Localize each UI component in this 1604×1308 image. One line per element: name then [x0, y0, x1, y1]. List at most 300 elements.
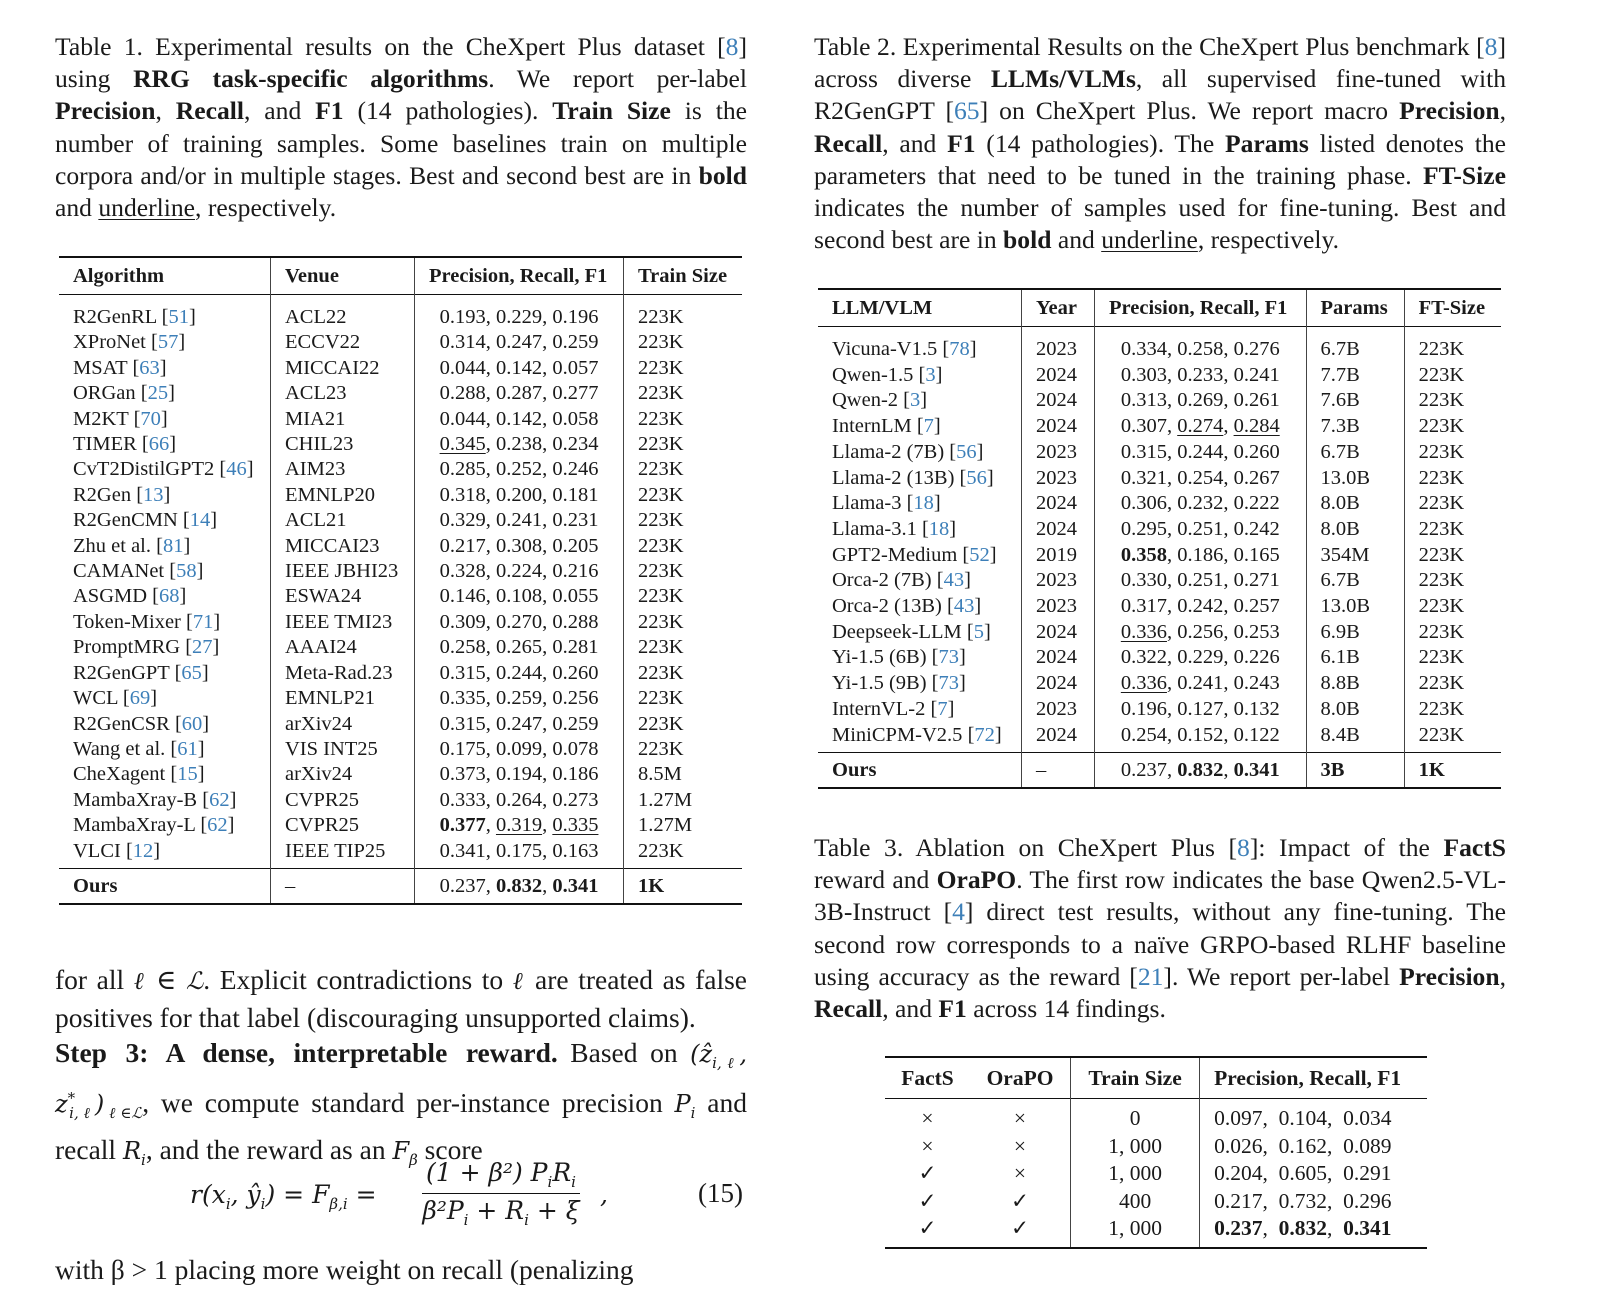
cell-metrics: 0.044, 0.142, 0.058: [415, 407, 624, 432]
table3-body: [885, 1099, 1427, 1248]
caption-bold: Recall: [814, 994, 883, 1024]
citation-link[interactable]: 8: [1237, 833, 1250, 862]
recall-value: 0.269: [1177, 389, 1224, 412]
citation-link[interactable]: 71: [192, 610, 214, 633]
recall-value: 0.200: [495, 483, 543, 506]
citation-link[interactable]: 73: [938, 672, 959, 695]
precision-value: 0.358: [1120, 543, 1167, 566]
check-icon: ✓: [918, 1216, 937, 1241]
cell-train-size: 400: [1071, 1188, 1200, 1216]
citation-link[interactable]: 18: [928, 517, 950, 540]
cell-algorithm: M2KT [70]: [59, 407, 271, 432]
cell-venue: arXiv24: [271, 762, 415, 787]
cell-metrics: 0.285, 0.252, 0.246: [415, 457, 624, 482]
recall-value: 0.247: [495, 712, 543, 735]
cell-algorithm: Token-Mixer [71]: [59, 610, 271, 635]
citation-link[interactable]: 52: [969, 543, 990, 566]
citation-link[interactable]: 51: [168, 306, 189, 328]
algorithm-name: XProNet: [73, 331, 146, 354]
citation-link[interactable]: 61: [177, 737, 198, 760]
cell-venue: ACL21: [271, 508, 415, 533]
citation-link[interactable]: 18: [913, 492, 934, 515]
cell-metrics: 0.330, 0.251, 0.271: [1095, 568, 1307, 594]
table-row: [885, 1099, 1427, 1133]
cell-algorithm: R2GenCMN [14]: [59, 508, 271, 533]
cell-venue: EMNLP21: [271, 686, 415, 711]
recall-value: 0.270: [495, 610, 543, 633]
cell-algorithm: ASGMD [68]: [59, 584, 271, 609]
cell-ft-size: 223K: [1418, 492, 1465, 515]
table2-caption: [814, 31, 1506, 256]
recall-value: 0.142: [495, 407, 543, 430]
cell-year: 2024: [1022, 645, 1095, 671]
algorithm-name: R2GenRL: [73, 306, 157, 328]
citation-link[interactable]: 27: [192, 636, 213, 659]
cell-params: [1306, 753, 1404, 789]
recall-value: 0.233: [1177, 363, 1224, 386]
cell-model: Llama-3.1 [18]: [818, 517, 1022, 543]
citation-link[interactable]: 15: [177, 763, 198, 786]
citation-link[interactable]: 72: [974, 723, 995, 746]
precision-value: 0.336: [1120, 672, 1167, 695]
recall-value: 0.127: [1177, 697, 1224, 720]
precision-value: 0.330: [1120, 569, 1167, 592]
precision-value: 0.217: [1214, 1188, 1263, 1213]
f1-value: 0.163: [552, 839, 599, 862]
table-row: [59, 712, 742, 737]
cell-model: Yi-1.5 (6B) [73]: [818, 645, 1022, 671]
precision-value: 0.315: [1120, 440, 1167, 463]
cell-ft-size: 223K: [1418, 415, 1465, 438]
citation-link[interactable]: 12: [132, 839, 154, 862]
cell-model: [818, 753, 1022, 789]
citation-link[interactable]: 66: [148, 433, 170, 456]
body-text: Based on: [557, 1037, 691, 1068]
f1-value: 0.259: [552, 712, 599, 735]
header-year: Year: [1022, 289, 1095, 327]
recall-value: 0.244: [1177, 440, 1224, 463]
cell-ft-size: 223K: [1418, 569, 1465, 592]
fraction-denominator: $\beta^2P_i + R_i + \xi$: [422, 1196, 580, 1229]
cell-ft-size: 223K: [1418, 389, 1465, 412]
citation-link[interactable]: 8: [725, 32, 739, 61]
table-row: [818, 645, 1501, 671]
caption-underline: underline: [1101, 225, 1198, 255]
table2-ours: [818, 753, 1501, 789]
table3-caption: [814, 832, 1506, 1025]
cell-metrics: 0.321, 0.254, 0.267: [1095, 466, 1307, 492]
cell-algorithm: R2Gen [13]: [59, 483, 271, 508]
citation-link[interactable]: 81: [162, 534, 184, 557]
algorithm-name: Zhu et al.: [73, 534, 151, 557]
cell-year: 2023: [1022, 440, 1095, 466]
cell-train-size: 223K: [638, 458, 684, 481]
table-row: [885, 1215, 1427, 1248]
cell-params: 8.0B: [1306, 697, 1404, 723]
recall-value: 0.108: [495, 585, 543, 608]
recall-value: 0.319: [495, 814, 543, 837]
cell-venue: arXiv24: [271, 712, 415, 737]
caption-text: reward and: [814, 865, 937, 895]
recall-value: 0.175: [495, 839, 543, 862]
ours-label: Ours: [73, 874, 118, 897]
citation-link[interactable]: 46: [226, 458, 247, 481]
model-name: Vicuna-V1.5: [832, 338, 938, 360]
cell-metrics: 0.237, 0.832, 0.341: [1214, 1216, 1392, 1241]
cell-metrics: 0.307, 0.274, 0.284: [1095, 414, 1307, 440]
cell-venue: ACL22: [271, 295, 415, 331]
f1-value: 0.231: [552, 509, 599, 532]
caption-bold: Train Size: [552, 96, 671, 126]
cell-params: 6.7B: [1306, 327, 1404, 363]
precision-value: 0.315: [439, 712, 486, 735]
cell-year: 2024: [1022, 671, 1095, 697]
model-name: Yi-1.5 (6B): [832, 646, 927, 669]
equation-15: [190, 1158, 750, 1238]
precision-value: 0.329: [439, 509, 486, 532]
recall-value: 0.251: [1177, 569, 1224, 592]
cell-metrics: 0.377, 0.319, 0.335: [415, 813, 624, 838]
recall-value: 0.265: [495, 636, 543, 659]
caption-text: listed denotes the parameters that need to be tuned in the training phase.: [814, 128, 1506, 190]
caption-text: Ablation on CheXpert Plus [: [903, 833, 1238, 862]
cell-model: Orca-2 (7B) [43]: [818, 568, 1022, 594]
f1-value: 0.260: [552, 661, 599, 684]
f1-value: 0.261: [1233, 389, 1280, 412]
cell-algorithm: XProNet [57]: [59, 330, 271, 355]
table-row: [818, 671, 1501, 697]
f1-value: 0.260: [1233, 440, 1280, 463]
precision-value: 0.334: [1120, 338, 1167, 360]
caption-bold: Precision: [1399, 96, 1500, 126]
header-precision-recall-f1: Precision, Recall, F1: [415, 257, 624, 295]
cell-metrics: 0.217, 0.308, 0.205: [415, 534, 624, 559]
cell-ft-size: 223K: [1418, 517, 1465, 540]
body-text: with β > 1 placing more weight on recall (penalizing: [55, 1254, 634, 1285]
table-row: [59, 407, 742, 432]
cell-metrics: 0.334, 0.258, 0.276: [1095, 327, 1307, 363]
table-row: [818, 568, 1501, 594]
cell-ft-size: 223K: [1418, 646, 1465, 669]
cell-train-size: 223K: [638, 610, 684, 633]
recall-value: 0.274: [1177, 415, 1224, 438]
citation-link[interactable]: 70: [140, 407, 161, 430]
citation-link[interactable]: 68: [159, 585, 180, 608]
cell-metrics: 0.306, 0.232, 0.222: [1095, 491, 1307, 517]
precision-value: 0.317: [1120, 595, 1167, 618]
citation-link[interactable]: 43: [943, 569, 965, 592]
table-row: [59, 381, 742, 406]
caption-text: ] across diverse: [814, 32, 1506, 94]
citation-link[interactable]: 56: [956, 440, 977, 463]
algorithm-name: R2Gen: [73, 483, 132, 506]
cell-year: 2024: [1022, 620, 1095, 646]
cell-params: 6.9B: [1306, 620, 1404, 646]
f1-value: 0.259: [552, 331, 599, 354]
recall-value: 0.099: [495, 737, 543, 760]
recall-value: 0.259: [495, 687, 543, 710]
cell-algorithm: CAMANet [58]: [59, 559, 271, 584]
citation-link[interactable]: 60: [181, 712, 203, 735]
cell-metrics: 0.217, 0.732, 0.296: [1214, 1188, 1392, 1213]
citation-link[interactable]: 3: [910, 389, 921, 412]
cell-year: 2024: [1022, 517, 1095, 543]
caption-bold: FactS: [1443, 833, 1506, 862]
caption-bold: bold: [1003, 225, 1052, 255]
recall-value: 0.264: [495, 788, 543, 811]
cell-algorithm: ORGan [25]: [59, 381, 271, 406]
cell-ft-size: 223K: [1418, 595, 1465, 618]
cell-params: 6.1B: [1306, 645, 1404, 671]
table-row: [59, 356, 742, 381]
table-row: [59, 457, 742, 482]
cell-venue: VIS INT25: [271, 737, 415, 762]
precision-value: 0.295: [1120, 517, 1167, 540]
cell-train-size: 1.27M: [638, 814, 693, 837]
algorithm-name: MambaXray-L: [73, 814, 196, 837]
caption-bold: RRG task-specific algorithms: [133, 64, 489, 94]
precision-value: 0.303: [1120, 363, 1167, 386]
algorithm-name: TIMER: [73, 433, 137, 456]
table-row-ours: [818, 753, 1501, 789]
citation-link[interactable]: 69: [129, 687, 151, 710]
header-precision-recall-f1: Precision, Recall, F1: [1095, 289, 1307, 327]
recall-value: 0.832: [1278, 1216, 1327, 1241]
cell-metrics: 0.373, 0.194, 0.186: [415, 762, 624, 787]
citation-link[interactable]: 73: [938, 646, 959, 669]
cell-params: 8.0B: [1306, 491, 1404, 517]
f1-value: 0.132: [1233, 697, 1280, 720]
table-row: [885, 1188, 1427, 1216]
cell-ft-size: 223K: [1418, 543, 1465, 566]
cell-metrics: 0.044, 0.142, 0.057: [415, 356, 624, 381]
cell-train-size: 1.27M: [638, 788, 693, 811]
caption-text: across 14 findings.: [966, 994, 1166, 1024]
cell-algorithm: CvT2DistilGPT2 [46]: [59, 457, 271, 482]
cell-train-size: 223K: [638, 661, 684, 684]
algorithm-name: R2GenGPT: [73, 661, 170, 684]
f1-value: 0.216: [552, 560, 599, 583]
citation-link[interactable]: 7: [937, 697, 948, 720]
f1-value: 0.256: [552, 687, 599, 710]
algorithm-name: PromptMRG: [73, 636, 181, 659]
header-llm-vlm: LLM/VLM: [818, 289, 1022, 327]
recall-value: 0.186: [1177, 543, 1224, 566]
recall-value: 0.162: [1278, 1133, 1327, 1158]
citation-link[interactable]: 63: [139, 356, 160, 379]
algorithm-name: MambaXray-B: [73, 788, 198, 811]
f1-value: 0.165: [1233, 543, 1280, 566]
precision-value: 0.333: [439, 788, 486, 811]
f1-value: 0.246: [552, 458, 599, 481]
caption-text: and: [1051, 225, 1102, 255]
math-ell: ℓ: [133, 967, 147, 995]
header-algorithm: Algorithm: [59, 257, 271, 295]
table-row: [59, 686, 742, 711]
table-row: [59, 584, 742, 609]
caption-text: , and: [882, 994, 939, 1024]
caption-text: ]. We report per-label: [1163, 961, 1400, 991]
table-row: [885, 1160, 1427, 1188]
citation-link[interactable]: 56: [966, 466, 987, 489]
ours-label: Ours: [832, 759, 877, 782]
table1-ours: [59, 868, 742, 904]
cell-params: 8.0B: [1306, 517, 1404, 543]
precision-value: 0.258: [439, 636, 486, 659]
table-row: [885, 1133, 1427, 1161]
citation-link[interactable]: 14: [189, 509, 211, 532]
header-ft-size: FT-Size: [1418, 297, 1486, 319]
citation-link[interactable]: 13: [143, 483, 164, 506]
body-paragraph: [55, 962, 747, 1178]
citation-link[interactable]: 62: [209, 788, 230, 811]
cell-year: 2024: [1022, 723, 1095, 753]
cell-ft-size: 223K: [1418, 723, 1465, 746]
cell-algorithm: R2GenGPT [65]: [59, 661, 271, 686]
table-row: [59, 559, 742, 584]
recall-value: 0.256: [1177, 620, 1224, 643]
recall-value: 0.238: [495, 433, 543, 456]
cell-params: 8.8B: [1306, 671, 1404, 697]
cell-venue: EMNLP20: [271, 483, 415, 508]
model-name: Llama-2 (13B): [832, 466, 955, 489]
recall-value: 0.142: [495, 356, 543, 379]
cross-icon: ×: [970, 1099, 1071, 1133]
citation-link[interactable]: 5: [973, 620, 984, 643]
f1-value: 0.242: [1233, 517, 1280, 540]
model-name: Llama-2 (7B): [832, 440, 945, 463]
caption-bold: F1: [938, 994, 967, 1024]
cell-year: –: [1022, 753, 1095, 789]
fraction-numerator: (1 + β²) $P_iR_i$: [422, 1158, 580, 1194]
algorithm-name: VLCI: [73, 839, 121, 862]
algorithm-name: CAMANet: [73, 560, 165, 583]
citation-link[interactable]: 3: [925, 363, 936, 386]
cell-metrics: 0.254, 0.152, 0.122: [1095, 723, 1307, 753]
f1-value: 0.205: [552, 534, 599, 557]
caption-bold: Recall: [814, 128, 883, 158]
cell-params: 13.0B: [1306, 466, 1404, 492]
cell-year: 2024: [1022, 363, 1095, 389]
table-row: [818, 620, 1501, 646]
caption-text: ] using: [55, 32, 747, 94]
step3-heading: Step 3: A dense, interpretable reward.: [55, 1037, 558, 1068]
table-row: [59, 330, 742, 355]
caption-text: , respectively.: [1197, 225, 1340, 255]
caption-text: . The first row indicates the base Qwen2.5-VL-3B-Instruct [: [814, 865, 1506, 927]
citation-link[interactable]: 7: [923, 415, 934, 438]
cell-venue: IEEE TIP25: [271, 839, 415, 869]
cell-train-size: 223K: [638, 483, 684, 506]
precision-value: 0.146: [439, 585, 486, 608]
cell-venue: AIM23: [271, 457, 415, 482]
precision-value: 0.318: [439, 483, 486, 506]
table-row: [59, 839, 742, 869]
cell-venue: CVPR25: [271, 788, 415, 813]
model-name: Qwen-1.5: [832, 363, 914, 386]
cell-year: 2024: [1022, 414, 1095, 440]
caption-bold: Recall: [175, 96, 244, 126]
precision-value: 0.306: [1120, 492, 1167, 515]
train-size-value: 1K: [638, 874, 665, 897]
cell-params: 6.7B: [1306, 440, 1404, 466]
cell-algorithm: [59, 868, 271, 904]
cell-metrics: 0.288, 0.287, 0.277: [415, 381, 624, 406]
cell-venue: MICCAI23: [271, 534, 415, 559]
cell-train-size: 223K: [638, 585, 684, 608]
table2-header-row: [818, 289, 1501, 327]
table1-header-row: [59, 257, 742, 295]
recall-value: 0.832: [495, 874, 543, 897]
citation-link[interactable]: 78: [949, 338, 970, 360]
precision-value: 0.377: [439, 814, 486, 837]
citation-link[interactable]: 8: [1484, 32, 1498, 61]
cross-icon: ×: [921, 1133, 934, 1158]
model-name: InternLM: [832, 415, 912, 438]
citation-link[interactable]: 57: [157, 331, 179, 354]
f1-value: 0.058: [552, 407, 599, 430]
body-text: score: [417, 1133, 483, 1165]
f1-value: 0.222: [1233, 492, 1280, 515]
model-name: InternVL-2: [832, 697, 926, 720]
header-facts: FactS: [901, 1066, 954, 1090]
cell-train-size: 223K: [638, 560, 684, 583]
f1-value: 0.257: [1233, 595, 1280, 618]
cell-params: 354M: [1306, 543, 1404, 569]
table-row: [59, 534, 742, 559]
precision-value: 0.328: [439, 560, 486, 583]
citation-link[interactable]: 43: [953, 595, 975, 618]
table-row: [59, 762, 742, 787]
cell-train-size: 223K: [638, 306, 684, 328]
caption-bold: Precision: [55, 96, 156, 126]
recall-value: 0.832: [1177, 759, 1224, 782]
precision-value: 0.254: [1120, 723, 1167, 746]
citation-link[interactable]: 62: [207, 814, 228, 837]
citation-link[interactable]: 4: [952, 897, 965, 927]
citation-link[interactable]: 58: [176, 560, 197, 583]
table-row: [59, 788, 742, 813]
cell-model: InternLM [7]: [818, 414, 1022, 440]
cell-metrics: 0.336, 0.256, 0.253: [1095, 620, 1307, 646]
table-row: [59, 661, 742, 686]
caption-text: ] on CheXpert Plus. We report macro: [979, 96, 1400, 126]
f1-value: 0.288: [552, 610, 599, 633]
recall-value: 0.254: [1177, 466, 1224, 489]
recall-value: 0.229: [495, 306, 543, 328]
f1-value: 0.234: [552, 433, 599, 456]
cell-metrics: 0.329, 0.241, 0.231: [415, 508, 624, 533]
cell-year: 2024: [1022, 388, 1095, 414]
caption-text: and: [55, 193, 99, 223]
cell-metrics: 0.314, 0.247, 0.259: [415, 330, 624, 355]
cell-ft-size: 223K: [1418, 338, 1465, 360]
cell-model: MiniCPM-V2.5 [72]: [818, 723, 1022, 753]
citation-link[interactable]: 25: [147, 382, 169, 405]
cell-train-size: 223K: [638, 407, 684, 430]
math-Ri: $R_i$: [122, 1136, 146, 1169]
citation-link[interactable]: 65: [181, 661, 202, 684]
algorithm-name: ORGan: [73, 382, 136, 405]
cell-ft-size: 223K: [1418, 440, 1465, 463]
caption-text: ,: [1499, 96, 1507, 126]
cell-metrics: 0.328, 0.224, 0.216: [415, 559, 624, 584]
recall-value: 0.242: [1177, 595, 1224, 618]
citation-link[interactable]: 65: [953, 96, 980, 126]
cell-ft-size: 223K: [1418, 697, 1465, 720]
citation-link[interactable]: 21: [1137, 961, 1164, 991]
cross-icon: ×: [921, 1106, 934, 1130]
